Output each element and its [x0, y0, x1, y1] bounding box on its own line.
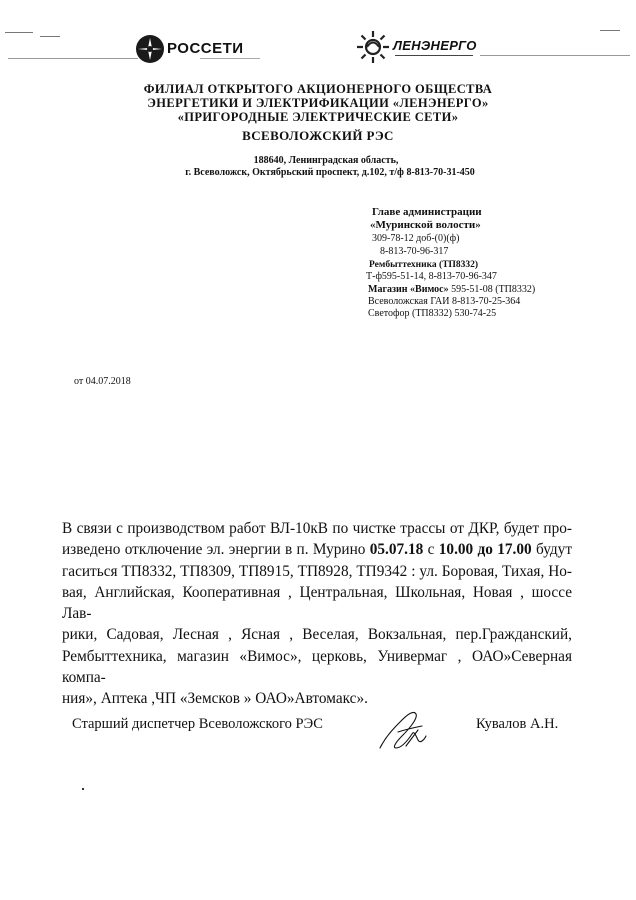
address-line-1: 188640, Ленинградская область, — [253, 155, 399, 166]
recipient-title: Главе администрации — [372, 206, 482, 218]
body-line-5: рики, Садовая, Лесная , Ясная , Веселая, Вокзальная, пер.Гражданский, — [62, 626, 572, 644]
lenenergo-sun-icon — [355, 29, 391, 65]
recipient-gai: Всеволожская ГАИ 8-813-70-25-364 — [368, 296, 521, 307]
body-line-3: гаситься ТП8332, ТП8309, ТП8915, ТП8928, ТП9342 : ул. Боровая, Тихая, Но- — [62, 562, 572, 580]
body-line-2-text: изведено отключение эл. энергии в п. Мурино — [62, 541, 370, 559]
org-name-line-2: ЭНЕРГЕТИКИ И ЭЛЕКТРИФИКАЦИИ «ЛЕНЭНЕРГО» — [147, 96, 489, 110]
org-name-line-3: «ПРИГОРОДНЫЕ ЭЛЕКТРИЧЕСКИЕ СЕТИ» — [177, 110, 459, 124]
notice-body — [62, 518, 572, 710]
recipient-svetofor: Светофор (ТП8332) 530-74-25 — [368, 308, 497, 319]
document-date: от 04.07.2018 — [74, 376, 131, 387]
lenenergo-wordmark: ЛЕНЭНЕРГО — [393, 38, 477, 53]
signatory-name: Кувалов А.Н. — [476, 716, 559, 732]
outage-date: 05.07.18 — [369, 541, 424, 559]
unit-name: ВСЕВОЛОЖСКИЙ РЭС — [242, 128, 394, 143]
recipient-rembyttehnika: Рембыттехника (ТП8332) — [369, 260, 479, 270]
recipient-vimos — [368, 284, 535, 297]
org-name-line-1: ФИЛИАЛ ОТКРЫТОГО АКЦИОНЕРНОГО ОБЩЕСТВА — [143, 82, 493, 96]
body-line-7: ния», Аптека ,ЧП «Земсков » ОАО»Автомакс». — [62, 690, 368, 708]
body-line-4: вая, Английская, Кооперативная , Центральная, Школьная, Новая , шоссе Лав- — [62, 583, 572, 623]
recipient-phone-2: 8-813-70-96-317 — [380, 246, 449, 257]
recipient-organization: «Муринской волости» — [370, 219, 481, 231]
address-line-2: г. Всеволожск, Октябрьский проспект, д.102, т/ф 8-813-70-31-450 — [185, 167, 475, 178]
body-line-2-with: с — [423, 541, 439, 559]
body-line-2-tail: будут — [531, 541, 573, 559]
recipient-rembyttehnika-phone: Т-ф595-51-14, 8-813-70-96-347 — [366, 271, 497, 282]
scan-dot — [82, 788, 84, 790]
recipient-vimos-phone: 595-51-08 (ТП8332) — [448, 284, 536, 295]
body-line-1: В связи с производством работ ВЛ-10кВ по чистке трассы от ДКР, будет про- — [62, 520, 572, 537]
handwritten-signature — [372, 706, 442, 756]
lenenergo-logo — [355, 26, 485, 68]
signatory-position: Старший диспетчер Всеволожского РЭС — [72, 716, 323, 732]
body-line-6: Рембыттехника, магазин «Вимос», церковь, Универмаг , ОАО»Северная компа- — [62, 647, 572, 687]
rosseti-logo — [135, 32, 245, 66]
recipient-vimos-label: Магазин «Вимос» — [368, 284, 449, 295]
recipient-phone-1: 309-78-12 доб-(0)(ф) — [372, 233, 460, 244]
outage-time: 10.00 до 17.00 — [438, 541, 532, 559]
rosseti-emblem-icon — [135, 34, 165, 64]
body-line-2 — [62, 539, 572, 560]
rosseti-wordmark: РОССЕТИ — [167, 40, 244, 57]
